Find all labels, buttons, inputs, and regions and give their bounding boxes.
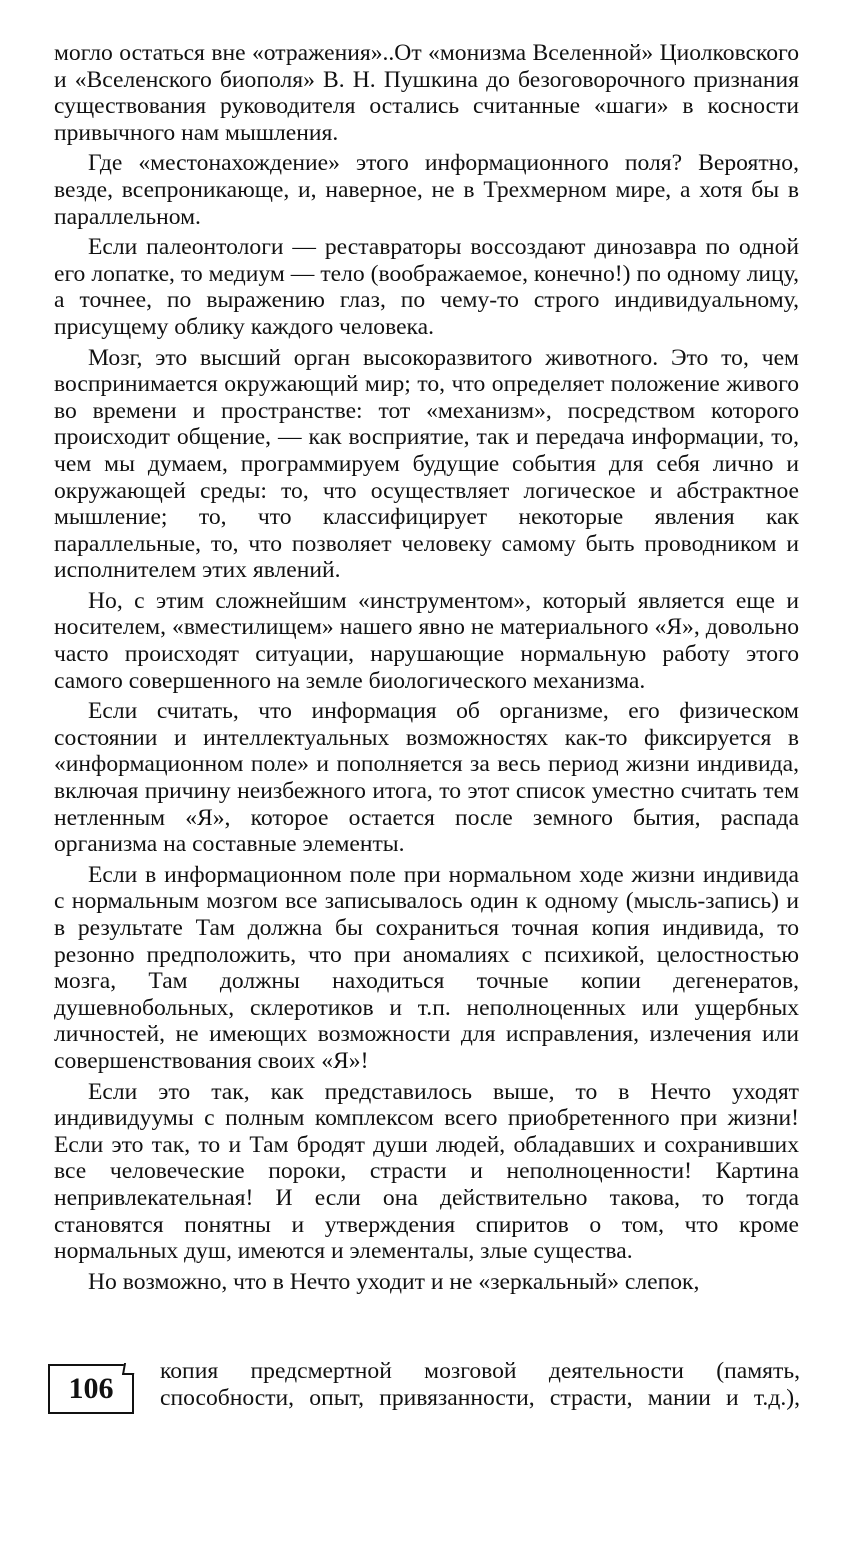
- paragraph-8: Если это так, как представилось выше, то в Нечто уходят индивидуумы с полным комплексом всего приобретенного при жизни! Если это так, то и Там бродят души людей, обладавших и сохранивших все человеческие пороки, страсти и неполноценности! Картина непривлекательная! И если она действительно такова, то тогда становятся понятны и утверждения спиритов о том, что кроме нормальных душ, имеются и элементалы, злые существа.: [54, 1078, 799, 1265]
- footer-line-2: способности, опыт, привязанности, страсти, мании и т.д.),: [160, 1384, 800, 1411]
- footer-line-1: копия предсмертной мозговой деятельности (память,: [160, 1358, 800, 1384]
- page-footer: [48, 1358, 808, 1418]
- page-corner-icon: [122, 1363, 136, 1375]
- paragraph-3: Если палеонтологи — реставраторы воссоздают динозавра по одной его лопатке, то медиум — тело (воображаемое, конечно!) по одному лицу, а точнее, по выражению глаз, по чему-то строго индивидуальному, присущему облику каждого человека.: [54, 234, 799, 340]
- paragraph-6: Если считать, что информация об организме, его физическом состоянии и интеллектуальных возможностях как-то фиксируется в «информационном поле» и пополняется за весь период жизни индивида, включая причину неизбежного итога, то этот список уместно считать тем нетленным «Я», которое остается после земного бытия, распада организма на составные элементы.: [54, 698, 799, 858]
- paragraph-1: могло остаться вне «отражения»..От «монизма Вселенной» Циолковского и «Вселенского биополя» В. Н. Пушкина до безоговорочного признания существования руководителя остались считанные «шаги» в косности привычного нам мышления.: [54, 40, 799, 146]
- paragraph-7: Если в информационном поле при нормальном ходе жизни индивида с нормальным мозгом все записывалось один к одному (мысль-запись) и в результате Там должна бы сохраниться точная копия индивида, то резонно предположить, что при аномалиях с психикой, целостностью мозга, Там должны находиться точные копии дегенератов, душевнобольных, склеротиков и т.п. неполноценных или ущербных личностей, не имеющих возможности для исправления, излечения или совершенствования своих «Я»!: [54, 861, 799, 1074]
- paragraph-2: Где «местонахождение» этого информационного поля? Вероятно, везде, всепроникающе, и, наверное, не в Трехмерном мире, а хотя бы в параллельном.: [54, 150, 799, 230]
- paragraph-5: Но, с этим сложнейшим «инструментом», который является еще и носителем, «вместилищем» нашего явно не материального «Я», довольно часто происходят ситуации, нарушающие нормальную работу этого самого совершенного на земле биологического механизма.: [54, 587, 799, 694]
- paragraph-4: Мозг, это высший орган высокоразвитого животного. Это то, чем воспринимается окружающий мир; то, что определяет положение живого во времени и пространстве: тот «механизм», посредством которого происходит общение, — как восприятие, так и передача информации, то, чем мы думаем, программируем будущие события для себя лично и окружающей среды: то, что осуществляет логическое и абстрактное мышление; то, что классифицирует некоторые явления как параллельные, то, что позволяет человеку самому быть проводником и исполнителем этих явлений.: [54, 344, 799, 584]
- paragraph-9: Но возможно, что в Нечто уходит и не «зеркальный» слепок,: [88, 1268, 700, 1295]
- body-text: [54, 40, 799, 1299]
- page-number-text: 106: [68, 1372, 114, 1405]
- page-number: [48, 1364, 134, 1414]
- footer-text: [160, 1358, 800, 1411]
